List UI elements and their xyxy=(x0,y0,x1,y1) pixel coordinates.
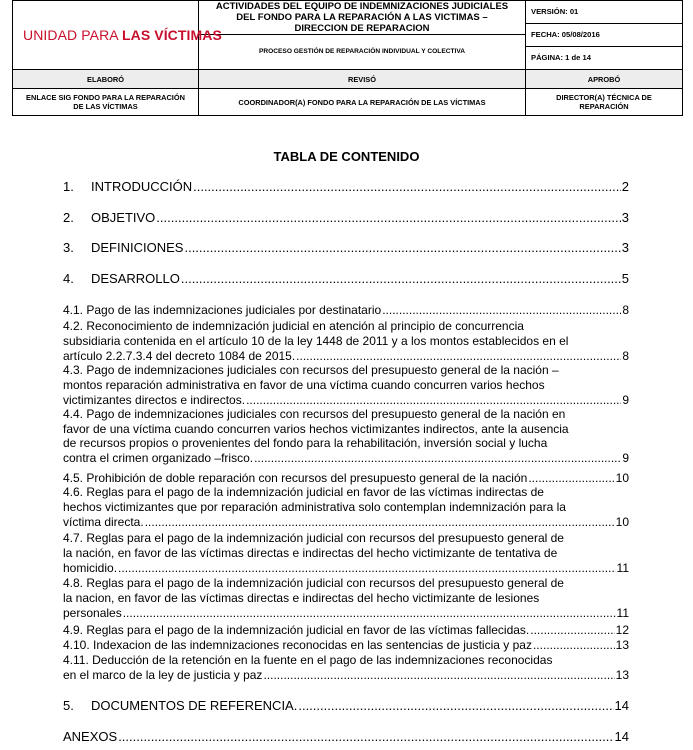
toc-leader-dots xyxy=(246,393,621,408)
toc-entry-label: 4.9. Reglas para el pago de la indemnización judicial en favor de las víctimas fallecidas. xyxy=(63,622,530,637)
toc-leader-dots xyxy=(382,303,621,318)
toc-entry-sub[interactable] xyxy=(63,485,629,529)
logo xyxy=(13,21,222,49)
toc-entry-line: favor de una víctima cuando concurren varios hechos victimizantes indirectos, ante la ausencia xyxy=(63,421,569,436)
toc-entry-page: 13 xyxy=(615,637,629,652)
toc-leader-dots xyxy=(263,668,614,683)
toc-entry-label: en el marco de la ley de justicia y paz xyxy=(63,668,263,682)
toc-entry-sub[interactable] xyxy=(63,531,629,575)
toc-entry-label: 4.1. Pago de las indemnizaciones judiciales por destinatario xyxy=(63,302,382,317)
toc-entry-last-line xyxy=(63,560,629,575)
toc-entry-last-line xyxy=(63,622,629,637)
date-label: FECHA: 05/08/2016 xyxy=(526,24,682,47)
toc-leader-dots xyxy=(296,349,621,364)
toc-entry-sub[interactable] xyxy=(63,302,629,317)
toc-entry-page: 8 xyxy=(622,302,629,317)
title-cell xyxy=(199,1,526,70)
toc-leader-dots xyxy=(528,471,614,486)
toc-entry-sub[interactable] xyxy=(63,407,629,466)
toc-entry-sub[interactable] xyxy=(63,363,629,407)
toc-entry-page: 9 xyxy=(622,451,629,465)
document-title: ACTIVIDADES DEL EQUIPO DE INDEMNIZACIONES JUDICIALES DEL FONDO PARA LA REPARACIÓN A LAS VICTIMAS – DIRECCION DE REPARACION xyxy=(199,1,525,35)
toc-entry-label: personales xyxy=(63,605,122,620)
toc-entry-last-line xyxy=(63,302,629,317)
toc-entry-line: 4.4. Pago de indemnizaciones judiciales con recursos del presupuesto general de la nación en xyxy=(63,407,566,421)
document-header xyxy=(12,0,683,116)
toc-entry-line: subsidiaria contenida en el artículo 10 de la ley 1448 de 2011 y a los montos establecidos en el xyxy=(63,333,569,348)
toc-entry-last-line xyxy=(63,451,629,466)
toc-entry-page: 14 xyxy=(614,697,629,713)
toc-entry-line: de recursos propios o provenientes del fondo para la rehabilitación, inversión social y lucha xyxy=(63,436,548,450)
toc-entry-sub[interactable] xyxy=(63,637,629,652)
toc-leader-dots xyxy=(298,699,613,714)
toc-entry-label: víctima directa. xyxy=(63,514,144,529)
toc-title: TABLA DE CONTENIDO xyxy=(273,149,420,164)
toc-entry-number: 1. xyxy=(63,178,74,194)
toc-entry-page: 3 xyxy=(621,209,629,225)
toc-entry-page: 11 xyxy=(616,605,629,620)
toc-entry-last-line xyxy=(63,348,629,363)
toc-entry-line: 4.11. Deducción de la retención en la fuente en el pago de las indemnizaciones reconocidas xyxy=(63,653,553,667)
toc-entry-last-line xyxy=(63,514,629,529)
toc-entry-sub[interactable] xyxy=(63,653,629,683)
toc-entry-last-line xyxy=(63,392,629,407)
toc-entry-number: 2. xyxy=(63,209,74,225)
toc-entry-main[interactable] xyxy=(63,240,629,255)
toc-leader-dots xyxy=(530,623,614,638)
toc-entry-line: hechos victimizantes que por reparación administrativa solo contemplan indemnización para la xyxy=(63,499,566,514)
toc-entry-page: 3 xyxy=(621,239,629,255)
toc-leader-dots xyxy=(533,638,615,653)
toc-entry-sub[interactable] xyxy=(63,576,629,620)
toc-entry-label: homicidio. xyxy=(63,560,118,575)
toc-entry-label: victimizantes directos e indirectos. xyxy=(63,392,246,407)
page-label: PÁGINA: 1 de 14 xyxy=(531,53,591,62)
toc-entry-label: artículo 2.2.7.3.4 del decreto 1084 de 2015. xyxy=(63,348,296,363)
toc-entry-label: OBJETIVO xyxy=(91,209,156,225)
name-aprobo: DIRECTOR(A) TÉCNICA DE REPARACIÓN xyxy=(526,89,683,116)
toc-entry-line: 4.3. Pago de indemnizaciones judiciales con recursos del presupuesto general de la nación – xyxy=(63,363,559,377)
toc-leader-dots xyxy=(193,180,621,195)
toc-entry-line: la nación, en favor de las víctimas directas e indirectas del hecho victimizante de tentativa de xyxy=(63,545,558,560)
toc-entry-page: 11 xyxy=(616,560,629,575)
toc-entry-number: 5. xyxy=(63,697,74,713)
toc-entry-line: 4.2. Reconocimiento de indemnización judicial en atención al principio de concurrencia xyxy=(63,319,524,333)
toc-entry-page: 13 xyxy=(615,668,629,682)
toc-entry-page: 10 xyxy=(615,470,629,485)
toc-entry-number: 3. xyxy=(63,239,74,255)
toc-entry-page: 10 xyxy=(615,514,629,529)
role-elaboro: ELABORÓ xyxy=(13,70,199,89)
toc-entry-main[interactable] xyxy=(63,210,629,225)
toc-leader-dots xyxy=(118,730,613,745)
toc-entry-page: 2 xyxy=(621,178,629,194)
toc-entry-main[interactable] xyxy=(63,729,629,744)
role-aprobo: APROBÓ xyxy=(526,70,683,89)
toc-leader-dots xyxy=(145,515,615,530)
toc-entry-sub[interactable] xyxy=(63,622,629,637)
toc-entry-label: INTRODUCCIÓN xyxy=(91,178,193,194)
toc-entry-label: 4.10. Indexacion de las indemnizaciones reconocidas en las sentencias de justicia y paz xyxy=(63,637,532,652)
toc-leader-dots xyxy=(156,211,620,226)
toc-entry-page: 8 xyxy=(622,348,629,363)
toc-entry-line: 4.7. Reglas para el pago de la indemnización judicial con recursos del presupuesto general de xyxy=(63,531,564,545)
toc-leader-dots xyxy=(118,561,616,576)
toc-entry-label: contra el crimen organizado –frisco. xyxy=(63,451,254,465)
logo-text: UNIDAD PARA LAS VÍCTIMAS xyxy=(23,27,222,43)
toc-entry-line: 4.6. Reglas para el pago de la indemnización judicial en favor de las víctimas indirectas de xyxy=(63,485,544,499)
toc-entry-page: 12 xyxy=(615,622,629,637)
name-reviso: COORDINADOR(A) FONDO PARA LA REPARACIÓN DE LAS VÍCTIMAS xyxy=(199,89,526,116)
version-label: VERSIÓN: 01 xyxy=(526,1,682,24)
toc-entry-label: DESARROLLO xyxy=(91,270,180,286)
toc-entry-line: 4.8. Reglas para el pago de la indemnización judicial con recursos del presupuesto general de xyxy=(63,576,564,590)
role-reviso: REVISÓ xyxy=(199,70,526,89)
toc-entry-page: 9 xyxy=(622,392,629,407)
toc-entry-label: DEFINICIONES xyxy=(91,239,184,255)
toc-entry-page: 14 xyxy=(614,728,629,744)
meta-cell xyxy=(526,1,683,70)
toc-leader-dots xyxy=(254,451,621,466)
toc-entry-last-line xyxy=(63,470,629,485)
toc-entry-number: 4. xyxy=(63,270,74,286)
toc-leader-dots xyxy=(184,241,620,256)
toc-entry-line: montos reparación administrativa en favor de una víctima cuando concurren varios hechos xyxy=(63,377,545,392)
toc-entry-page: 5 xyxy=(621,270,629,286)
toc-leader-dots xyxy=(181,272,621,287)
toc-entry-last-line xyxy=(63,605,629,620)
process-name: PROCESO GESTIÓN DE REPARACIÓN INDIVIDUAL Y COLECTIVA xyxy=(258,48,466,55)
toc-entry-line: la nacion, en favor de las víctimas directas e indirectas del hecho victimizante de lesiones xyxy=(63,590,540,605)
toc-entry-label: 4.5. Prohibición de doble reparación con recursos del presupuesto general de la nación xyxy=(63,470,528,485)
toc-entry-main[interactable] xyxy=(63,179,629,194)
toc-entry-label: DOCUMENTOS DE REFERENCIA. xyxy=(91,697,298,713)
toc-entry-label: ANEXOS xyxy=(63,728,118,744)
toc-entry-sub[interactable] xyxy=(63,470,629,485)
toc-entry-sub[interactable] xyxy=(63,319,629,363)
toc-leader-dots xyxy=(123,606,616,621)
logo-cell xyxy=(13,1,222,70)
toc-entry-last-line xyxy=(63,668,629,683)
name-elaboro: ENLACE SIG FONDO PARA LA REPARACIÓN DE LAS VÍCTIMAS xyxy=(13,89,199,116)
toc-entry-main[interactable] xyxy=(63,271,629,286)
toc-entry-main[interactable] xyxy=(63,698,629,713)
toc-entry-last-line xyxy=(63,637,629,652)
